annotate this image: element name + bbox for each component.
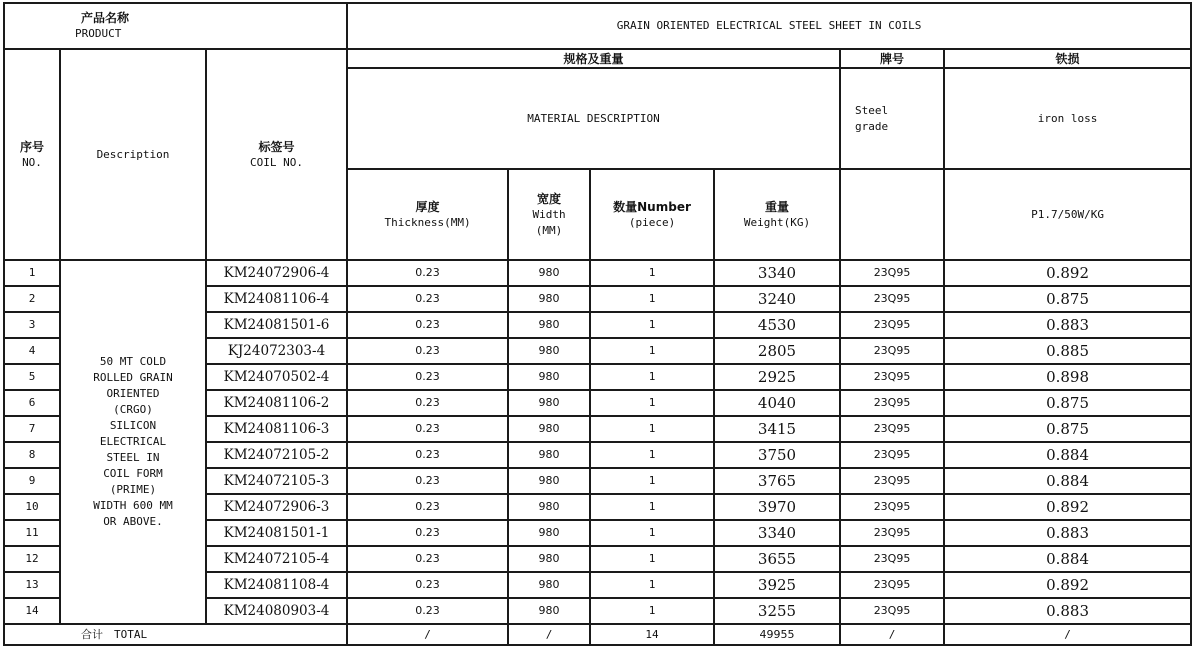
width: 980	[508, 416, 590, 442]
iron-loss: 0.884	[944, 468, 1191, 494]
coil-header	[206, 49, 347, 260]
quantity: 1	[590, 260, 714, 286]
table-row	[4, 260, 1191, 286]
iron-loss: 0.898	[944, 364, 1191, 390]
iron-loss: 0.875	[944, 416, 1191, 442]
thickness: 0.23	[347, 260, 508, 286]
description-line: ORIENTED	[106, 387, 160, 400]
width: 980	[508, 390, 590, 416]
width: 980	[508, 312, 590, 338]
steel-grade: 23Q95	[840, 338, 944, 364]
steel-grade: 23Q95	[840, 286, 944, 312]
product-label-cn: 产品名称	[81, 11, 130, 25]
coil-no: KM24081106-2	[206, 390, 347, 416]
weight: 3970	[714, 494, 840, 520]
width-header-unit: (MM)	[535, 223, 563, 237]
total-weight: 49955	[714, 624, 840, 645]
iron-loss: 0.875	[944, 286, 1191, 312]
row-no: 2	[4, 286, 60, 312]
description-line: 50 MT COLD	[99, 355, 167, 368]
steel-grade: 23Q95	[840, 572, 944, 598]
thickness: 0.23	[347, 416, 508, 442]
quantity: 1	[590, 312, 714, 338]
steel-grade: 23Q95	[840, 260, 944, 286]
weight: 4530	[714, 312, 840, 338]
steel-grade: 23Q95	[840, 390, 944, 416]
spec-weight-header: 规格及重量	[347, 49, 840, 68]
coil-no: KM24081501-6	[206, 312, 347, 338]
steel-grade: 23Q95	[840, 520, 944, 546]
description-line: (PRIME)	[109, 483, 157, 496]
row-no: 10	[4, 494, 60, 520]
steel-grade: 23Q95	[840, 494, 944, 520]
width: 980	[508, 338, 590, 364]
description-header: Description	[60, 49, 206, 260]
weight: 3765	[714, 468, 840, 494]
description-line: STEEL IN	[106, 451, 160, 464]
quantity: 1	[590, 338, 714, 364]
weight: 3240	[714, 286, 840, 312]
number-header-cn: 数量Number	[613, 199, 691, 214]
description-line: COIL FORM	[103, 467, 163, 480]
thickness-header	[347, 169, 508, 260]
width: 980	[508, 364, 590, 390]
total-row	[4, 624, 1191, 645]
row-no: 8	[4, 442, 60, 468]
weight: 3925	[714, 572, 840, 598]
iron-loss: 0.883	[944, 520, 1191, 546]
coil-no: KJ24072303-4	[206, 338, 347, 364]
quantity: 1	[590, 520, 714, 546]
grade-header-cn: 牌号	[840, 49, 944, 68]
description-line: WIDTH 600 MM	[93, 499, 173, 512]
steel-grade: 23Q95	[840, 598, 944, 624]
row-no: 1	[4, 260, 60, 286]
material-description-header: MATERIAL DESCRIPTION	[347, 68, 840, 169]
number-header-unit: (piece)	[628, 215, 676, 229]
steel-grade: 23Q95	[840, 312, 944, 338]
row-no: 11	[4, 520, 60, 546]
thickness: 0.23	[347, 598, 508, 624]
description-line: OR ABOVE.	[103, 515, 163, 528]
quantity: 1	[590, 494, 714, 520]
product-row	[4, 3, 1191, 49]
weight-header	[714, 169, 840, 260]
grade-header-en-1: Steel	[855, 103, 889, 117]
quantity: 1	[590, 468, 714, 494]
iron-loss: 0.892	[944, 260, 1191, 286]
iron-loss: 0.884	[944, 546, 1191, 572]
product-label-cell	[4, 3, 347, 49]
thickness: 0.23	[347, 494, 508, 520]
steel-grade: 23Q95	[840, 364, 944, 390]
quantity: 1	[590, 364, 714, 390]
weight-header-en: Weight(KG)	[743, 215, 811, 229]
thickness-header-en: Thickness(MM)	[384, 215, 471, 229]
weight-header-cn: 重量	[765, 199, 790, 214]
width-header-en: Width	[532, 207, 566, 221]
total-quantity: 14	[590, 624, 714, 645]
iron-loss: 0.892	[944, 572, 1191, 598]
width: 980	[508, 442, 590, 468]
row-no: 12	[4, 546, 60, 572]
weight: 3655	[714, 546, 840, 572]
width: 980	[508, 286, 590, 312]
width: 980	[508, 468, 590, 494]
description-line: ELECTRICAL	[99, 435, 167, 448]
width: 980	[508, 598, 590, 624]
quantity: 1	[590, 390, 714, 416]
quantity: 1	[590, 572, 714, 598]
iron-loss: 0.875	[944, 390, 1191, 416]
coil-no: KM24080903-4	[206, 598, 347, 624]
coil-no: KM24081106-3	[206, 416, 347, 442]
thickness-header-cn: 厚度	[415, 199, 440, 214]
thickness: 0.23	[347, 468, 508, 494]
coil-no: KM24070502-4	[206, 364, 347, 390]
steel-grade: 23Q95	[840, 416, 944, 442]
quantity: 1	[590, 546, 714, 572]
width: 980	[508, 260, 590, 286]
weight: 3340	[714, 520, 840, 546]
thickness: 0.23	[347, 338, 508, 364]
total-thickness: /	[347, 624, 508, 645]
total-label: 合计 TOTAL	[4, 624, 347, 645]
coil-no: KM24072105-2	[206, 442, 347, 468]
group-header-row	[4, 49, 1191, 68]
iron-loss-unit-header: P1.7/50W/KG	[944, 169, 1191, 260]
coil-no: KM24072906-4	[206, 260, 347, 286]
iron-loss: 0.883	[944, 598, 1191, 624]
thickness: 0.23	[347, 520, 508, 546]
total-grade: /	[840, 624, 944, 645]
row-no: 14	[4, 598, 60, 624]
iron-loss-header-en: iron loss	[944, 68, 1191, 169]
thickness: 0.23	[347, 390, 508, 416]
row-no: 13	[4, 572, 60, 598]
grade-header-en-2: grade	[855, 119, 889, 133]
row-no: 7	[4, 416, 60, 442]
quantity: 1	[590, 598, 714, 624]
no-header-cn: 序号	[19, 139, 44, 154]
coil-header-cn: 标签号	[258, 139, 295, 154]
description-cell	[60, 260, 206, 624]
thickness: 0.23	[347, 442, 508, 468]
row-no: 9	[4, 468, 60, 494]
thickness: 0.23	[347, 572, 508, 598]
coil-no: KM24072105-4	[206, 546, 347, 572]
grade-header-en	[840, 68, 944, 169]
quantity: 1	[590, 442, 714, 468]
thickness: 0.23	[347, 312, 508, 338]
quantity: 1	[590, 286, 714, 312]
packing-list-table	[3, 2, 1192, 646]
thickness: 0.23	[347, 546, 508, 572]
row-no: 6	[4, 390, 60, 416]
width: 980	[508, 546, 590, 572]
coil-no: KM24081108-4	[206, 572, 347, 598]
total-loss: /	[944, 624, 1191, 645]
width: 980	[508, 520, 590, 546]
total-width: /	[508, 624, 590, 645]
product-label-en: PRODUCT	[75, 27, 122, 40]
no-header-en: NO.	[22, 155, 42, 169]
width-header-cn: 宽度	[537, 191, 562, 206]
number-header	[590, 169, 714, 260]
quantity: 1	[590, 416, 714, 442]
row-no: 3	[4, 312, 60, 338]
weight: 3750	[714, 442, 840, 468]
coil-no: KM24072105-3	[206, 468, 347, 494]
iron-loss-header-cn: 铁损	[944, 49, 1191, 68]
coil-no: KM24072906-3	[206, 494, 347, 520]
iron-loss: 0.885	[944, 338, 1191, 364]
weight: 4040	[714, 390, 840, 416]
product-value: GRAIN ORIENTED ELECTRICAL STEEL SHEET IN COILS	[347, 3, 1191, 49]
iron-loss: 0.884	[944, 442, 1191, 468]
weight: 3415	[714, 416, 840, 442]
width: 980	[508, 572, 590, 598]
width: 980	[508, 494, 590, 520]
description-line: (CRGO)	[113, 403, 153, 416]
iron-loss: 0.883	[944, 312, 1191, 338]
row-no: 4	[4, 338, 60, 364]
row-no: 5	[4, 364, 60, 390]
grade-header-empty	[840, 169, 944, 260]
no-header	[4, 49, 60, 260]
coil-no: KM24081501-1	[206, 520, 347, 546]
coil-no: KM24081106-4	[206, 286, 347, 312]
iron-loss: 0.892	[944, 494, 1191, 520]
coil-header-en: COIL NO.	[250, 155, 303, 169]
thickness: 0.23	[347, 364, 508, 390]
width-header	[508, 169, 590, 260]
weight: 3255	[714, 598, 840, 624]
description-line: SILICON	[109, 419, 157, 432]
steel-grade: 23Q95	[840, 442, 944, 468]
steel-grade: 23Q95	[840, 546, 944, 572]
weight: 2805	[714, 338, 840, 364]
description-line: ROLLED GRAIN	[93, 371, 173, 384]
weight: 3340	[714, 260, 840, 286]
thickness: 0.23	[347, 286, 508, 312]
steel-grade: 23Q95	[840, 468, 944, 494]
weight: 2925	[714, 364, 840, 390]
